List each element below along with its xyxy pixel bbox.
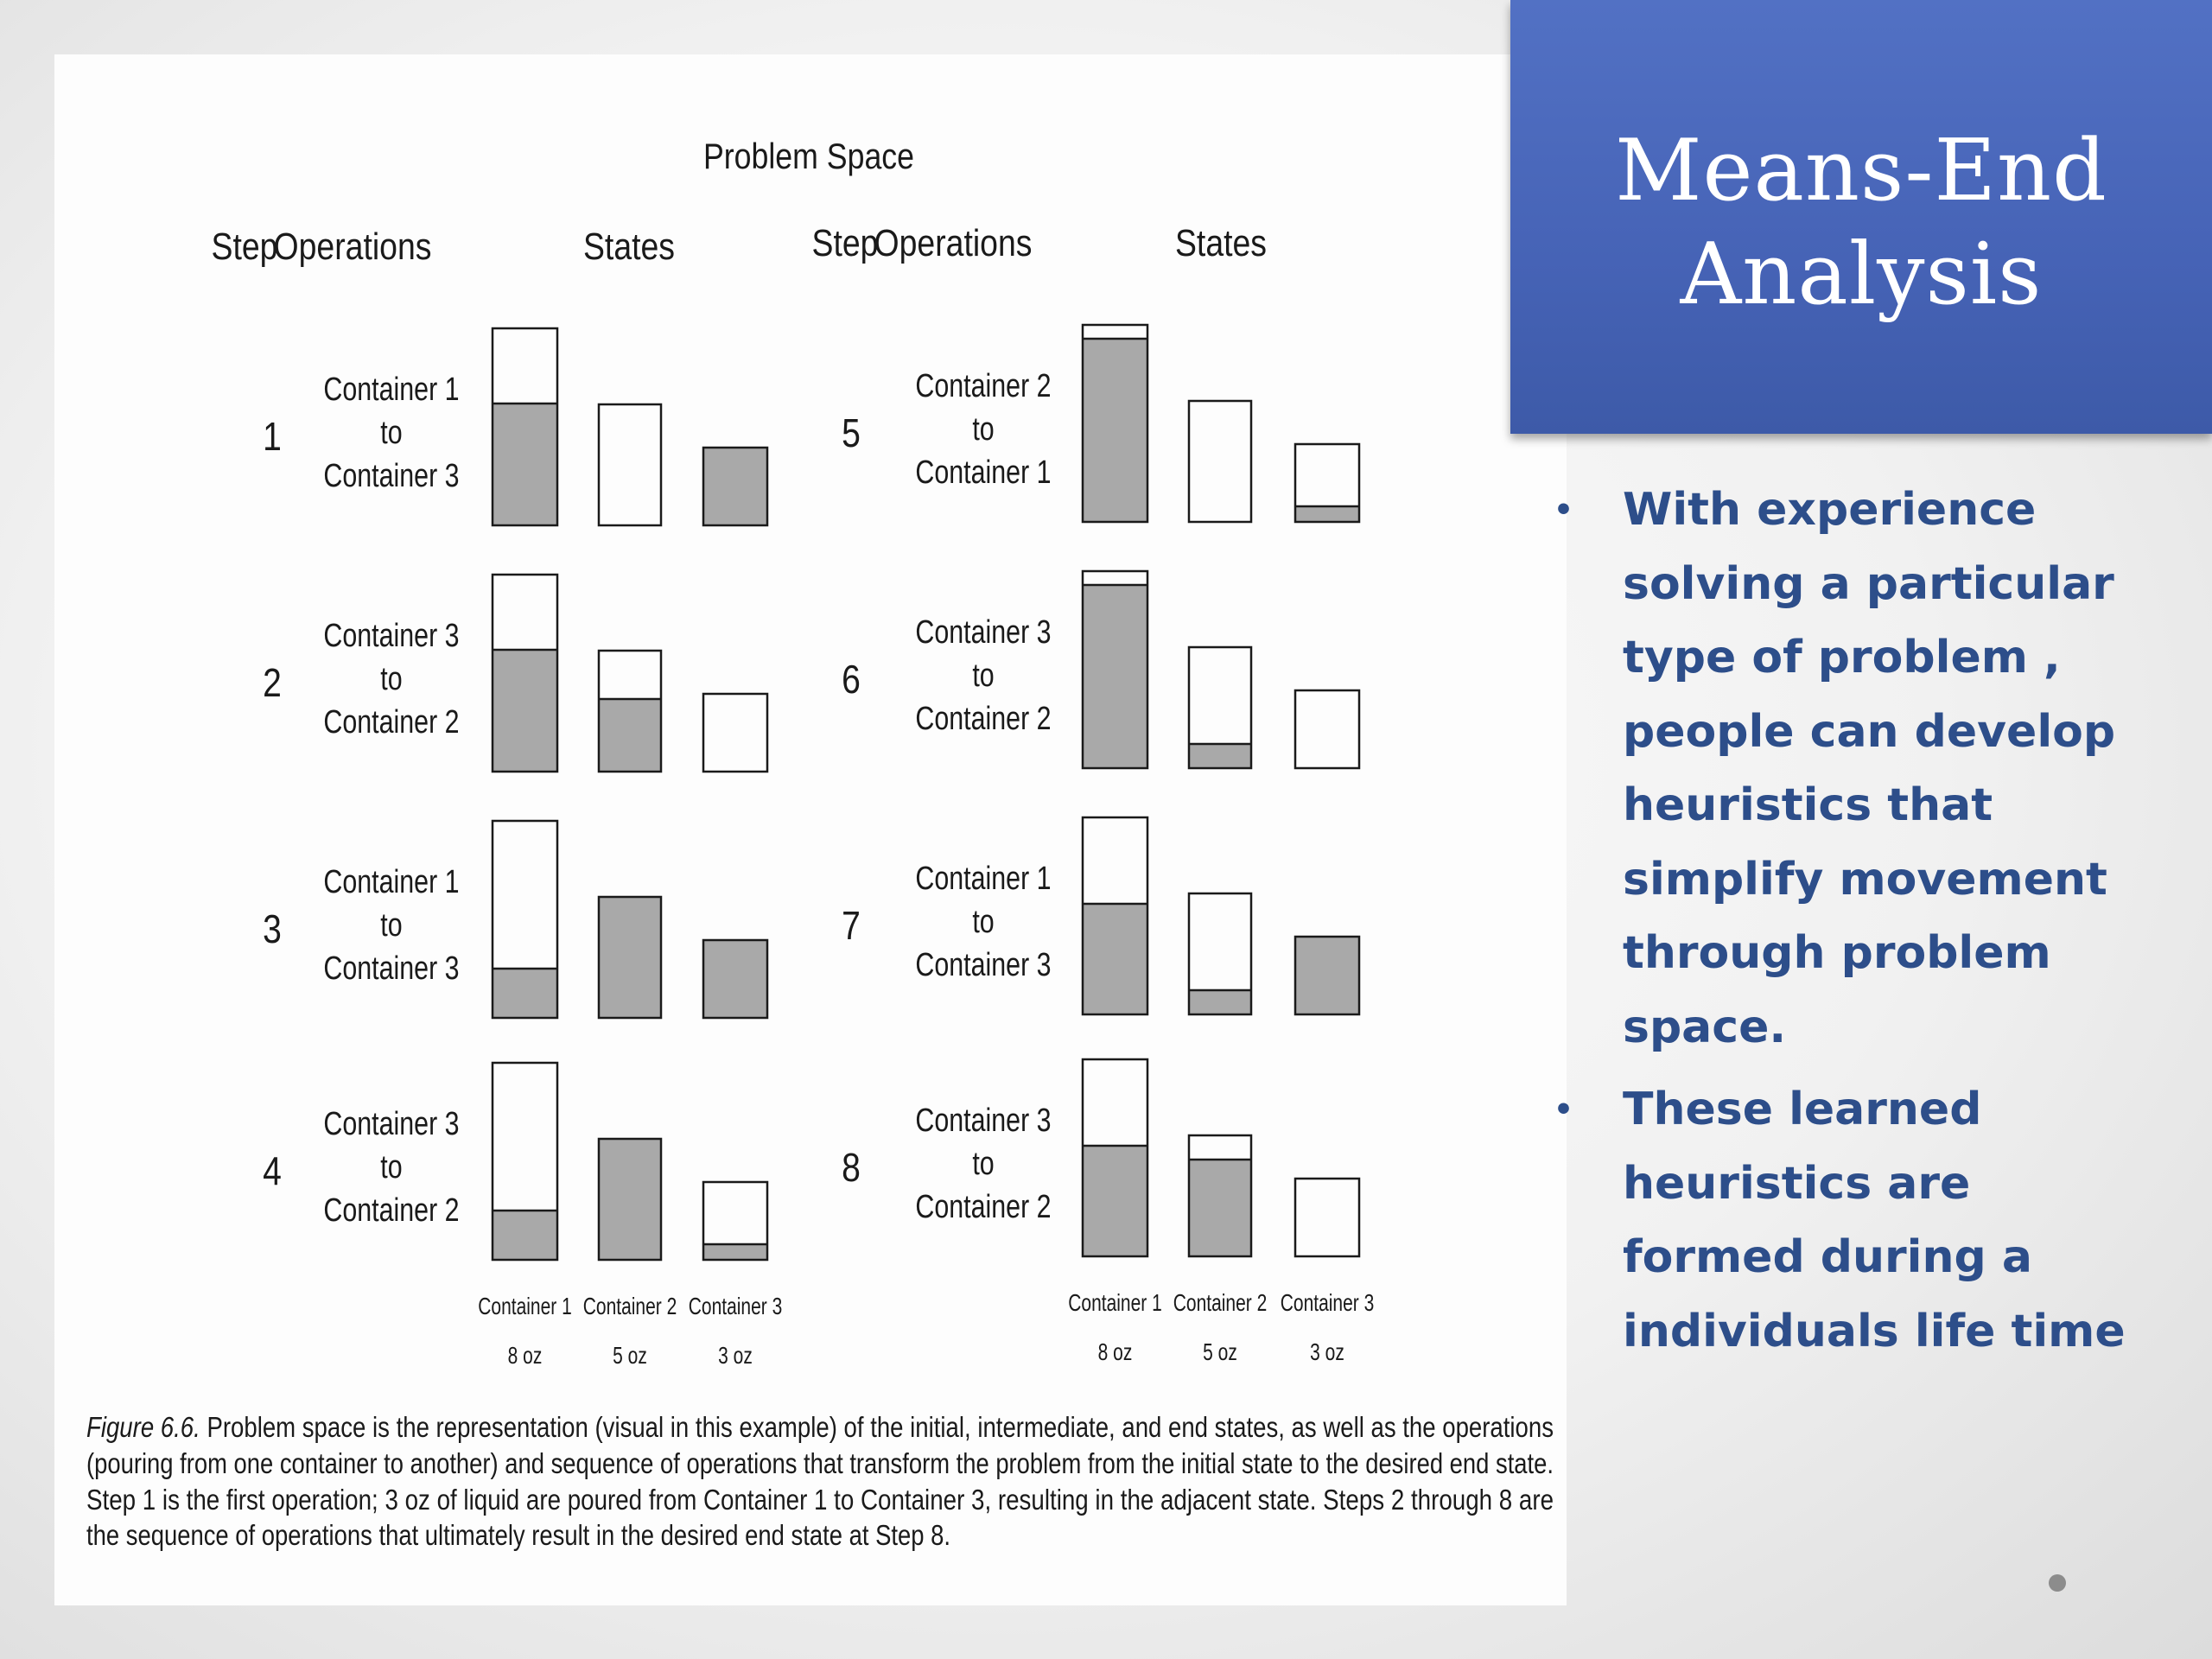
- step-number: 2: [263, 661, 282, 706]
- container-outline: [1189, 401, 1251, 522]
- caption-text: Problem space is the representation (visual in this example) of the initial, intermediate, and end states, as well as the operations: [207, 1411, 1819, 1443]
- liquid-fill: [703, 1244, 767, 1260]
- bullet-text-2: These learned heuristics are formed during a individuals life time: [1623, 1084, 2126, 1357]
- operation-destination: Container 3: [323, 950, 460, 987]
- bullet-item-2: [1547, 1073, 2152, 1369]
- container-outline: [703, 694, 767, 772]
- liquid-fill: [493, 969, 557, 1018]
- step-number: 7: [842, 904, 861, 949]
- liquid-fill: [599, 699, 661, 772]
- liquid-fill: [1189, 744, 1251, 768]
- step-number: 1: [263, 415, 282, 460]
- operation-source: Container 1: [323, 863, 460, 900]
- column-header-step: Step: [811, 221, 879, 264]
- column-header-step: Step: [211, 225, 278, 268]
- caption-line: (pouring from one container to another) and sequence of operations that transform the problem from the initial state to the desired end state.: [86, 1447, 1554, 1479]
- operation-source: Container 3: [915, 613, 1052, 651]
- operation-source: Container 1: [323, 371, 460, 408]
- container-label: Container 2: [1173, 1290, 1268, 1317]
- figure-heading: Problem Space: [702, 137, 915, 177]
- operation-to: to: [380, 414, 403, 451]
- caption-line: the sequence of operations that ultimately result in the desired end state at Step 8.: [86, 1519, 950, 1551]
- container-outline: [1295, 690, 1359, 768]
- step-number: 8: [842, 1146, 861, 1191]
- liquid-fill: [1083, 1146, 1147, 1256]
- container-label: Container 1: [1068, 1290, 1162, 1317]
- operation-destination: Container 2: [323, 703, 460, 741]
- operation-destination: Container 2: [915, 700, 1052, 737]
- scanned-figure-page: [54, 54, 1819, 1605]
- liquid-fill: [493, 404, 557, 525]
- operation-destination: Container 3: [915, 946, 1052, 983]
- operation-source: Container 2: [915, 367, 1052, 404]
- container-capacity: 8 oz: [1097, 1339, 1133, 1366]
- container-capacity: 3 oz: [1310, 1339, 1344, 1366]
- slide-title-line-2: Analysis: [1680, 226, 2043, 324]
- bullet-list: [1547, 474, 2152, 1369]
- liquid-fill: [1189, 1160, 1251, 1256]
- container-outline: [1295, 1179, 1359, 1256]
- liquid-fill: [599, 897, 661, 1018]
- operation-to: to: [380, 660, 403, 697]
- step-number: 5: [842, 411, 861, 456]
- operation-source: Container 3: [323, 1105, 460, 1142]
- slide-indicator-dot: [2049, 1574, 2066, 1592]
- operation-source: Container 1: [915, 860, 1052, 897]
- title-banner: [1510, 0, 2212, 434]
- container-capacity: 5 oz: [1203, 1339, 1237, 1366]
- column-header-states: States: [582, 225, 676, 268]
- bullet-item-1: [1547, 474, 2152, 1065]
- column-header-operations: Operations: [874, 221, 1033, 264]
- step-number: 4: [263, 1149, 282, 1194]
- caption-figure-label: Figure 6.6.: [86, 1411, 231, 1443]
- operation-to: to: [972, 1145, 995, 1182]
- bullet-marker: •: [1554, 493, 1574, 528]
- liquid-fill: [1083, 339, 1147, 522]
- liquid-fill: [599, 1139, 661, 1260]
- caption-line: [86, 1411, 1819, 1443]
- container-label: Container 3: [1280, 1290, 1375, 1317]
- operation-to: to: [972, 903, 995, 940]
- liquid-fill: [493, 650, 557, 772]
- bullet-marker: •: [1554, 1092, 1574, 1128]
- step-number: 6: [842, 658, 861, 702]
- operation-source: Container 3: [915, 1102, 1052, 1139]
- liquid-fill: [1295, 937, 1359, 1014]
- operation-source: Container 3: [323, 617, 460, 654]
- bullet-text-1: With experience solving a particular type of problem , people can develop heuristics that simplify movement through problem space.: [1623, 484, 2116, 1053]
- operation-to: to: [380, 1148, 403, 1185]
- container-label: Container 3: [688, 1294, 783, 1320]
- operation-to: to: [972, 657, 995, 694]
- container-capacity: 3 oz: [718, 1343, 753, 1370]
- operation-to: to: [380, 906, 403, 944]
- liquid-fill: [1295, 506, 1359, 522]
- liquid-fill: [1189, 990, 1251, 1014]
- liquid-fill: [1083, 904, 1147, 1014]
- operation-to: to: [972, 410, 995, 448]
- slide-title: [1510, 119, 2212, 327]
- container-capacity: 5 oz: [613, 1343, 647, 1370]
- operation-destination: Container 2: [915, 1188, 1052, 1225]
- liquid-fill: [1083, 585, 1147, 768]
- liquid-fill: [493, 1211, 557, 1260]
- column-header-states: States: [1174, 221, 1268, 264]
- column-header-operations: Operations: [273, 225, 432, 268]
- container-label: Container 1: [478, 1294, 572, 1320]
- operation-destination: Container 3: [323, 457, 460, 494]
- operation-destination: Container 1: [915, 454, 1052, 491]
- container-outline: [599, 404, 661, 525]
- liquid-fill: [703, 448, 767, 525]
- problem-space-diagram: [54, 54, 1819, 1605]
- liquid-fill: [703, 940, 767, 1018]
- slide-title-line-1: Means-End: [1615, 122, 2107, 220]
- container-label: Container 2: [582, 1294, 677, 1320]
- container-capacity: 8 oz: [507, 1343, 543, 1370]
- operation-destination: Container 2: [323, 1192, 460, 1229]
- step-number: 3: [263, 907, 282, 952]
- caption-line: Step 1 is the first operation; 3 oz of liquid are poured from Container 1 to Container 3, resulting in the adjacent state. Steps 2 through 8 are: [86, 1484, 1554, 1516]
